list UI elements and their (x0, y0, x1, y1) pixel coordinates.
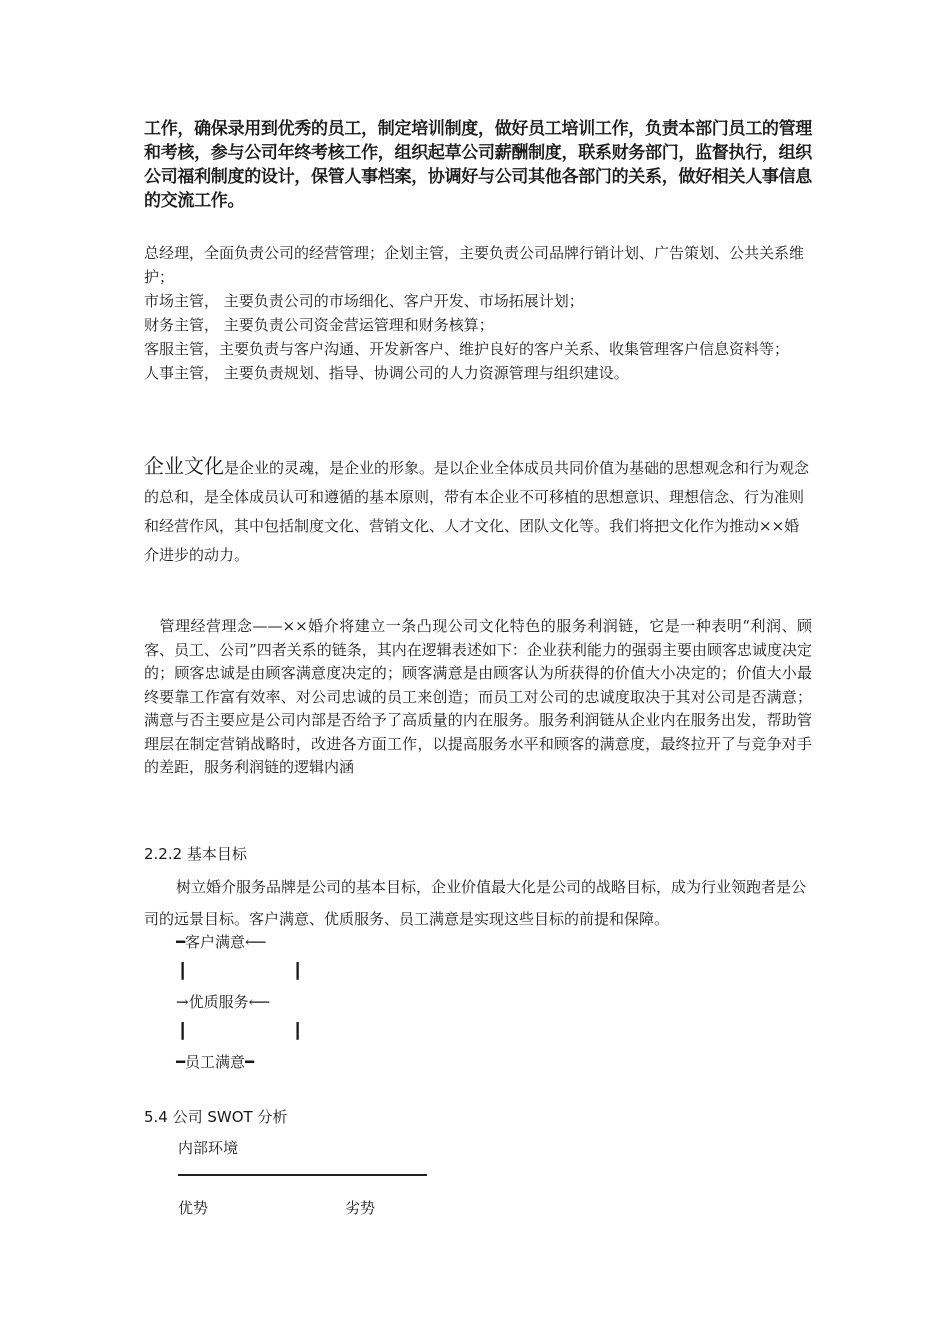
culture-body: 是企业的灵魂，是企业的形象。是以企业全体成员共同价值为基础的思想观念和行为观念的总和，是全体成员认可和遵循的基本原则，带有本企业不可移植的思想意识、理想信念、行为准则和经营作风，其中包括制度文化、营销文化、人才文化、团队文化等。我们将把文化作为推动××婚介进步的动力。 (144, 459, 810, 564)
culture-paragraph (144, 452, 812, 570)
role-hr-manager: 人事主管， 主要负责规划、指导、协调公司的人力资源管理与组织建设。 (144, 364, 629, 382)
divider-line (178, 1174, 427, 1176)
management-philosophy-paragraph: 管理经营理念——××婚介将建立一条凸现公司文化特色的服务利润链，它是一种表明“利润、顾客、员工、公司”四者关系的链条，其内在逻辑表述如下：企业获利能力的强弱主要由顾客忠诚度决定的；顾客忠诚是由顾客满意度决定的；顾客满意是由顾客认为所获得的价值大小决定的；价值大小最终要靠工作富有效率、对公司忠诚的员工来创造；而员工对公司的忠诚度取决于其对公司是否满意；满意与否主要应是公司内部是否给予了高质量的内在服务。服务利润链从企业内在服务出发，帮助管理层在制定营销战略时，改进各方面工作，以提高服务水平和顾客的满意度，最终拉开了与竞争对手的差距，服务利润链的逻辑内涵 (144, 617, 812, 776)
role-market-manager: 市场主管， 主要负责公司的市场细化、客户开发、市场拓展计划； (144, 292, 584, 310)
diagram-bar-left: ┃ (178, 1022, 188, 1040)
weakness-label: 劣势 (345, 1199, 376, 1217)
strength-label: 优势 (178, 1199, 209, 1217)
culture-lead: 企业文化 (144, 454, 224, 478)
section-heading-5-4: 5.4 公司 SWOT 分析 (144, 1108, 288, 1126)
roles-list (144, 241, 812, 385)
diagram-quality-service: →优质服务⟵ (176, 993, 271, 1011)
role-finance-manager: 财务主管， 主要负责公司资金营运管理和财务核算； (144, 316, 494, 334)
diagram-employee-satisfaction: ━员工满意━ (176, 1053, 255, 1071)
basic-goal-paragraph: 树立婚介服务品牌是公司的基本目标，企业价值最大化是公司的战略目标，成为行业领跑者是公司的远景目标。客户满意、优质服务、员工满意是实现这些目标的前提和保障。 (144, 878, 807, 928)
role-general-manager: 总经理，全面负责公司的经营管理；企划主管，主要负责公司品牌行销计划、广告策划、公共关系维护； (144, 244, 805, 286)
diagram-customer-satisfaction: ━客户满意⟵ (176, 933, 267, 951)
internal-environment-label: 内部环境 (178, 1139, 239, 1157)
diagram-bar-left: ┃ (178, 962, 188, 980)
diagram-bar-right: ┃ (293, 962, 303, 980)
diagram-bar-right: ┃ (293, 1022, 303, 1040)
role-service-manager: 客服主管，主要负责与客户沟通、开发新客户、维护良好的客户关系、收集管理客户信息资料等； (144, 340, 790, 358)
section-heading-2-2-2: 2.2.2 基本目标 (144, 845, 247, 863)
hr-duties-paragraph: 工作，确保录用到优秀的员工，制定培训制度，做好员工培训工作，负责本部门员工的管理和考核，参与公司年终考核工作，组织起草公司薪酬制度，联系财务部门，监督执行，组织公司福利制度的设计，保管人事档案，协调好与公司其他各部门的关系，做好相关人事信息的交流工作。 (144, 119, 812, 211)
